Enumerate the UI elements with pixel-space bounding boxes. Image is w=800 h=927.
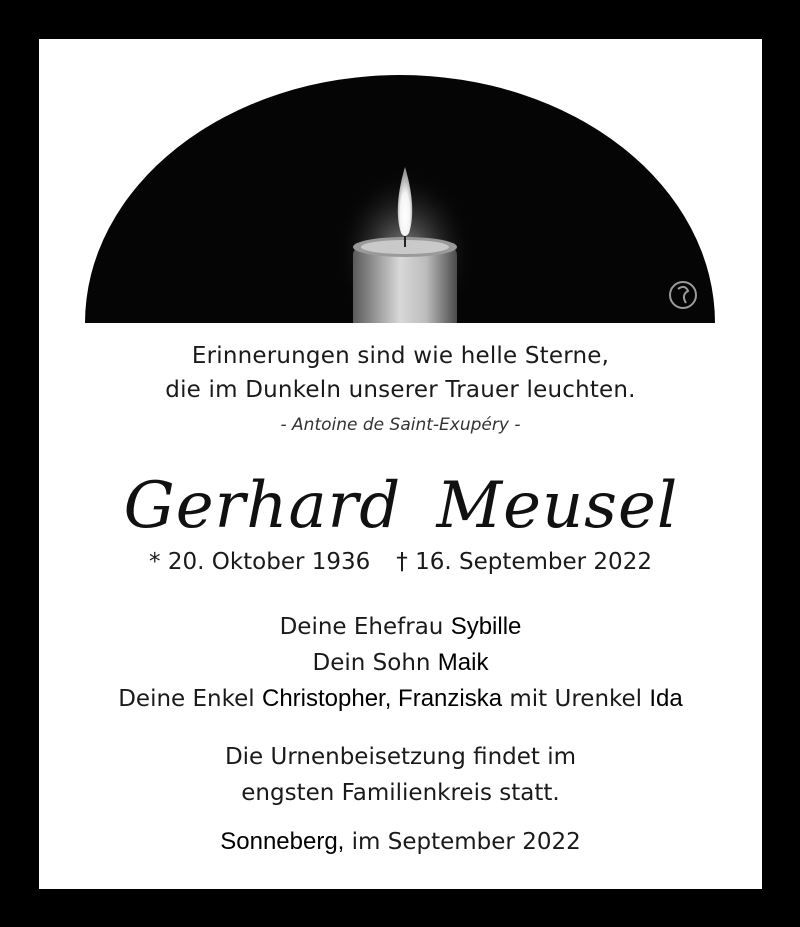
quote-author: - Antoine de Saint-Exupéry - [280,415,521,435]
mourner-name: Sybille [450,613,522,640]
mourner-wife [39,609,762,645]
relation-label: mit Urenkel [509,686,643,712]
mourner-name: Maik [437,649,489,676]
relation-label: Deine Ehefrau [279,614,444,640]
mourners-list [39,609,762,717]
place-date [39,828,762,856]
candle-image [85,75,715,323]
notice-date: im September 2022 [351,829,581,855]
burial-notice [39,739,762,811]
mourner-name: Ida [649,685,683,712]
quote-line-2: die im Dunkeln unserer Trauer leuchten. [165,377,636,403]
obituary-card [39,39,762,889]
death-date: † 16. September 2022 [396,549,652,575]
life-dates [39,549,762,575]
relation-label: Dein Sohn [312,650,431,676]
birth-date: * 20. Oktober 1936 [149,549,371,575]
last-name: Meusel [436,469,678,543]
mourner-name: Christopher, Franziska [261,685,503,712]
mourner-grandchildren [39,681,762,717]
place-name: Sonneberg, [220,828,345,855]
memorial-quote [39,339,762,407]
burial-line-2: engsten Familienkreis statt. [241,780,560,806]
svg-text:Gerhard Meusel [123,469,678,543]
relation-label: Deine Enkel [118,686,255,712]
first-name: Gerhard [123,469,401,543]
quote-line-1: Erinnerungen sind wie helle Sterne, [191,343,610,369]
burial-line-1: Die Urnenbeisetzung findet im [224,744,577,770]
mourner-son [39,645,762,681]
